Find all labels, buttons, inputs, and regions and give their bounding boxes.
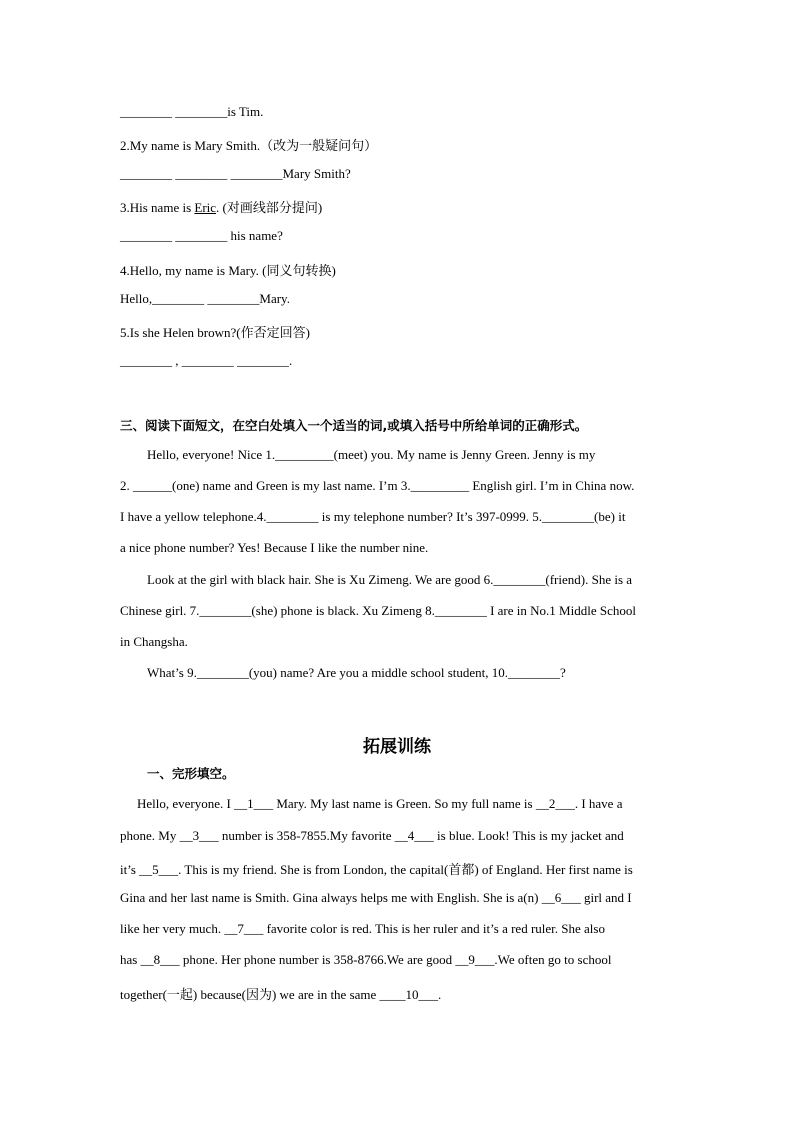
rewrite-question-5: 5.Is she Helen brown?(作否定回答) <box>120 325 310 340</box>
cloze-line: Gina and her last name is Smith. Gina always helps me with English. She is a(n) __6___ girl and I <box>120 890 632 905</box>
passage-line: Chinese girl. 7.________(she) phone is black. Xu Zimeng 8.________ I are in No.1 Middle School <box>120 603 636 618</box>
cloze-line: Hello, everyone. I __1___ Mary. My last name is Green. So my full name is __2___. I have a <box>137 796 623 811</box>
section-3-heading: 三、阅读下面短文，在空白处填入一个适当的词,或填入括号中所给单词的正确形式。 <box>120 418 588 433</box>
passage-line: in Changsha. <box>120 634 188 649</box>
extension-title: 拓展训练 <box>363 737 431 757</box>
passage-line: I have a yellow telephone.4.________ is my telephone number? It’s 397-0999. 5.________(be) it <box>120 509 626 524</box>
cloze-line: like her very much. __7___ favorite color is red. This is her ruler and it’s a red ruler. She also <box>120 921 605 936</box>
passage-line: a nice phone number? Yes! Because I like the number nine. <box>120 540 429 555</box>
cloze-line: it’s __5___. This is my friend. She is from London, the capital(首都) of England. Her first name is <box>120 862 633 877</box>
cloze-line: together(一起) because(因为) we are in the same ____10___. <box>120 987 442 1002</box>
rewrite-answer-4: Hello,________ ________Mary. <box>120 291 290 306</box>
q3-underlined-word: Eric <box>194 200 217 215</box>
cloze-line: has __8___ phone. Her phone number is 358-8766.We are good __9___.We often go to school <box>120 952 612 967</box>
q3-suffix: . (对画线部分提问) <box>216 200 323 215</box>
rewrite-answer-3: ________ ________ his name? <box>120 228 283 243</box>
cloze-line: phone. My __3___ number is 358-7855.My favorite __4___ is blue. Look! This is my jacket and <box>120 828 624 843</box>
passage-line: Look at the girl with black hair. She is Xu Zimeng. We are good 6.________(friend). She is a <box>147 572 633 587</box>
rewrite-question-2: 2.My name is Mary Smith.（改为一般疑问句） <box>120 138 378 153</box>
rewrite-answer-1: ________ ________is Tim. <box>120 104 264 119</box>
q3-prefix: 3.His name is <box>120 200 195 215</box>
passage-line: 2. ______(one) name and Green is my last name. I’m 3._________ English girl. I’m in China now. <box>120 478 635 493</box>
rewrite-question-3 <box>120 197 322 216</box>
rewrite-question-4: 4.Hello, my name is Mary. (同义句转换) <box>120 263 336 278</box>
passage-line: What’s 9.________(you) name? Are you a middle school student, 10.________? <box>147 665 566 680</box>
rewrite-answer-2: ________ ________ ________Mary Smith? <box>120 166 351 181</box>
passage-line: Hello, everyone! Nice 1._________(meet) you. My name is Jenny Green. Jenny is my <box>147 447 596 462</box>
rewrite-answer-5: ________ , ________ ________. <box>120 353 293 368</box>
cloze-heading: 一、完形填空。 <box>147 766 235 781</box>
